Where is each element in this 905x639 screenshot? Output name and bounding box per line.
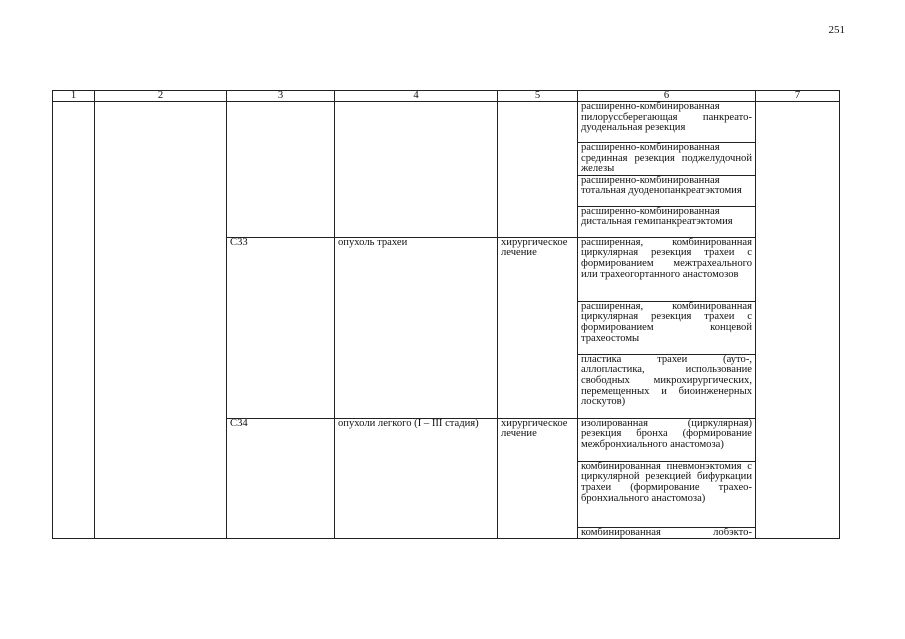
col-header-7: 7 — [756, 91, 840, 102]
method-cell: расширенная, комбинированная циркулярная резекция трахеи с формированием межтрахеального или трахеогортанного анастомозов — [578, 237, 756, 301]
method-cell: комбинированная пневмонэктомия с циркулярной резекцией бифуркации трахеи (формирование трахео-бронхиального анастомоза) — [578, 461, 756, 527]
col7-cell — [756, 102, 840, 539]
treatment-cell: хирургическое лечение — [498, 418, 578, 539]
col-header-2: 2 — [95, 91, 227, 102]
method-cell: изолированная (циркулярная) резекция бронха (формирование межбронхиального анастомоза) — [578, 418, 756, 461]
method-cell: расширенно-комбинированная срединная резекция поджелудочной железы — [578, 143, 756, 176]
method-cell: расширенно-комбинированная дистальная гемипанкреатэктомия — [578, 206, 756, 237]
col-header-4: 4 — [335, 91, 498, 102]
diagnosis-cell: опухоли легкого (I – III стадия) — [335, 418, 498, 539]
method-cell: расширенная, комбинированная циркулярная резекция трахеи с формированием концевой трахеостомы — [578, 301, 756, 354]
method-cell: расширенно-комбинированная пилоруссберегающая панкреато-дуоденальная резекция — [578, 102, 756, 143]
method-cell: комбинированная лобэкто- — [578, 527, 756, 539]
table-row — [53, 102, 840, 143]
diagnosis-cell — [335, 102, 498, 238]
method-cell: расширенно-комбинированная тотальная дуоденопанкреатэктомия — [578, 175, 756, 206]
header-row — [53, 91, 840, 102]
code-cell — [227, 102, 335, 238]
medical-care-table — [52, 90, 840, 539]
col1-cell — [53, 102, 95, 539]
col-header-1: 1 — [53, 91, 95, 102]
code-cell: C34 — [227, 418, 335, 539]
code-cell: C33 — [227, 237, 335, 418]
diagnosis-cell: опухоль трахеи — [335, 237, 498, 418]
treatment-cell — [498, 102, 578, 238]
page-number: 251 — [828, 24, 845, 36]
col-header-6: 6 — [578, 91, 756, 102]
col-header-3: 3 — [227, 91, 335, 102]
col2-cell — [95, 102, 227, 539]
col-header-5: 5 — [498, 91, 578, 102]
treatment-cell: хирургическое лечение — [498, 237, 578, 418]
method-cell: пластика трахеи (ауто-, аллопластика, использование свободных микрохирургических, перемещенных и биоинженерных лоскутов) — [578, 354, 756, 418]
